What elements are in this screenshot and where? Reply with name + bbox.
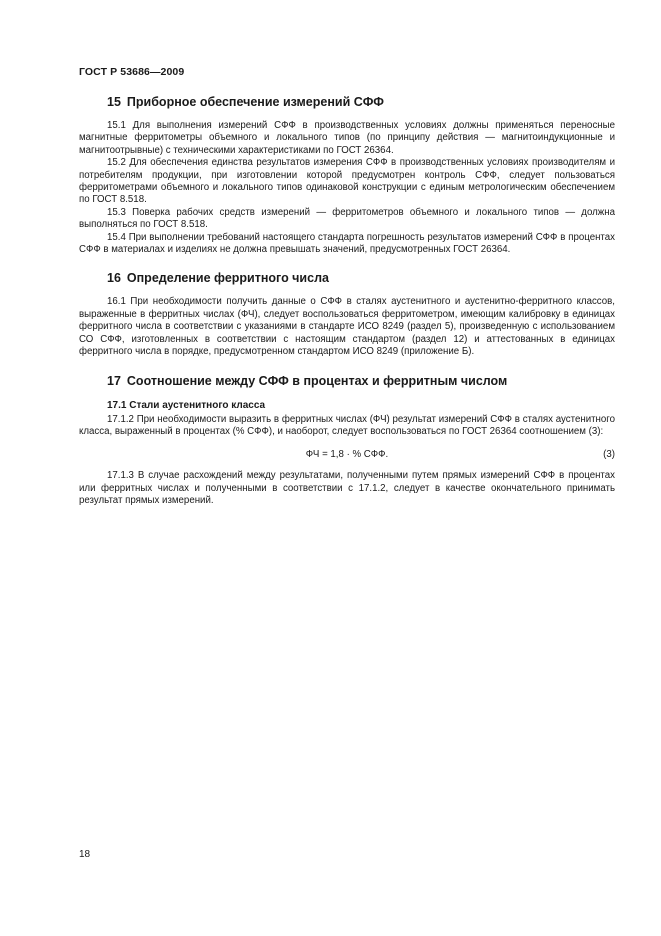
paragraph-17-1-2: 17.1.2 При необходимости выразить в ферритных числах (ФЧ) результат измерений СФФ в сталях аустенитного класса, выраженный в процентах (% СФФ), и наоборот, следует воспользоваться по ГОСТ 26364 соотношением (3): (79, 413, 615, 437)
section-17 (79, 373, 615, 508)
paragraph-15-4: 15.4 При выполнении требований настоящего стандарта погрешность результатов измерений СФФ в процентах СФФ в материалах и изделиях не должна превышать значений, предусмотренных ГОСТ 26364. (79, 231, 615, 256)
section-16-heading (107, 270, 615, 286)
section-title: Определение ферритного числа (126, 271, 329, 286)
paragraph-15-2: 15.2 Для обеспечения единства результатов измерения СФФ в производственных условиях производителям и потребителям продукции, при изготовлении которой предусмотрен контроль СФФ, следует пользоваться ферритометрами объемного и локального типов одинаковой конструкции с единым метрологическим обеспечением по ГОСТ 8.518. (79, 157, 615, 206)
section-17-heading (107, 373, 615, 389)
paragraph-15-3: 15.3 Поверка рабочих средств измерений — ферритометров объемного и локального типов — должна выполняться по ГОСТ 8.518. (79, 206, 615, 231)
section-16 (79, 270, 615, 358)
formula-expression: ФЧ = 1,8 · % СФФ. (305, 449, 389, 461)
paragraph-15-1: 15.1 Для выполнения измерений СФФ в производственных условиях должны применяться переносные магнитные ферритометры объемного и локального типов (по принципу действия — магнитоиндукционные и магнитоотрывные) с техническими характеристиками по ГОСТ 26364. (79, 120, 615, 156)
document-code-header: ГОСТ Р 53686—2009 (79, 66, 185, 78)
section-number: 15 (107, 95, 121, 109)
section-15-heading (107, 94, 615, 110)
formula-number: (3) (603, 449, 615, 461)
paragraph-16-1: 16.1 При необходимости получить данные о СФФ в сталях аустенитного и аустенитно-ферритного классов, выраженные в ферритных числах (ФЧ), следует воспользоваться ферритометром, имеющим калибровку в единицах ферритного числа в соответствии с указаниями в стандарте ИСО 8249 (раздел 5), произведенную с использованием СО СФФ, изготовленных в соответствии с настоящим стандартом (раздел 12) и аттестованных в единицах ферритного числа в порядке, предусмотренном стандартом ИСО 8249 (приложение Б). (79, 296, 615, 358)
document-body (79, 94, 615, 522)
section-title: Приборное обеспечение измерений СФФ (126, 95, 384, 109)
section-number: 17 (107, 373, 121, 388)
section-15 (79, 94, 615, 256)
formula-3 (79, 444, 615, 466)
paragraph-17-1-3: 17.1.3 В случае расхождений между результатами, полученными путем прямых измерений СФФ в процентах или ферритных числах и полученными в соответствии с 17.1.2, следует в качестве окончательного принимать результат прямых измерений. (79, 470, 615, 507)
page-number: 18 (79, 849, 91, 860)
section-title: Соотношение между СФФ в процентах и ферритным числом (126, 373, 508, 388)
subsection-17-1-heading: 17.1 Стали аустенитного класса (107, 399, 266, 411)
section-number: 16 (107, 271, 121, 286)
